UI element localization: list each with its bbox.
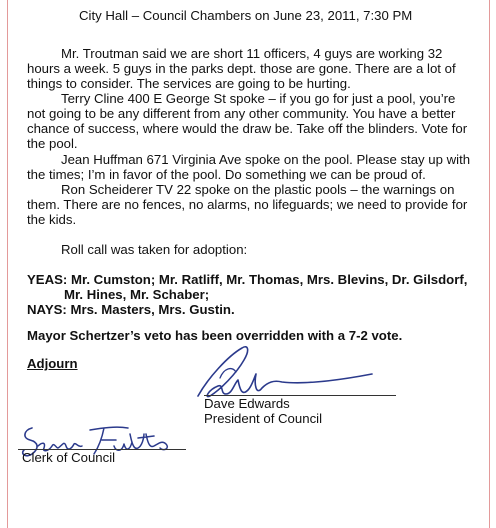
scheiderer-line-2: them. There are no fences, no alarms, no lifeguards; we need to provide for [27, 197, 468, 212]
yeas-line-1: YEAS: Mr. Cumston; Mr. Ratliff, Mr. Thomas, Mrs. Blevins, Dr. Gilsdorf, [27, 272, 468, 287]
huffman-line-2: the times; I’m in favor of the pool. Do something we can be proud of. [27, 167, 426, 182]
adjourn-heading: Adjourn [27, 356, 78, 371]
yeas-line-2: Mr. Hines, Mr. Schaber; [64, 287, 210, 302]
veto-result: Mayor Schertzer’s veto has been overridden with a 7-2 vote. [27, 328, 403, 343]
cline-line-3: chance of success, where would the draw be. Take off the blinders. Vote for [27, 121, 468, 136]
troutman-line-3: things to consider. The services are going to be hurting. [27, 76, 351, 91]
clerk-title: Clerk of Council [22, 450, 116, 465]
cline-line-1: Terry Cline 400 E George St spoke – if you go for just a pool, you’re [61, 91, 456, 106]
president-title: President of Council [204, 411, 323, 426]
right-margin-rule [489, 0, 490, 528]
scheiderer-line-1: Ron Scheiderer TV 22 spoke on the plastic pools – the warnings on [61, 182, 455, 197]
meeting-header: City Hall – Council Chambers on June 23, 2011, 7:30 PM [79, 8, 413, 23]
scheiderer-line-3: the kids. [27, 212, 77, 227]
roll-call-text: Roll call was taken for adoption: [61, 242, 248, 257]
nays-line: NAYS: Mrs. Masters, Mrs. Gustin. [27, 302, 235, 317]
cline-line-2: not going to be any different from any other community. You have a better [27, 106, 456, 121]
cline-line-4: the pool. [27, 136, 78, 151]
president-name: Dave Edwards [204, 396, 290, 411]
huffman-line-1: Jean Huffman 671 Virginia Ave spoke on the pool. Please stay up with [61, 152, 471, 167]
left-margin-rule [7, 0, 8, 528]
troutman-line-2: hours a week. 5 guys in the parks dept. those are gone. There are a lot of [27, 61, 456, 76]
troutman-line-1: Mr. Troutman said we are short 11 officers, 4 guys are working 32 [61, 46, 443, 61]
